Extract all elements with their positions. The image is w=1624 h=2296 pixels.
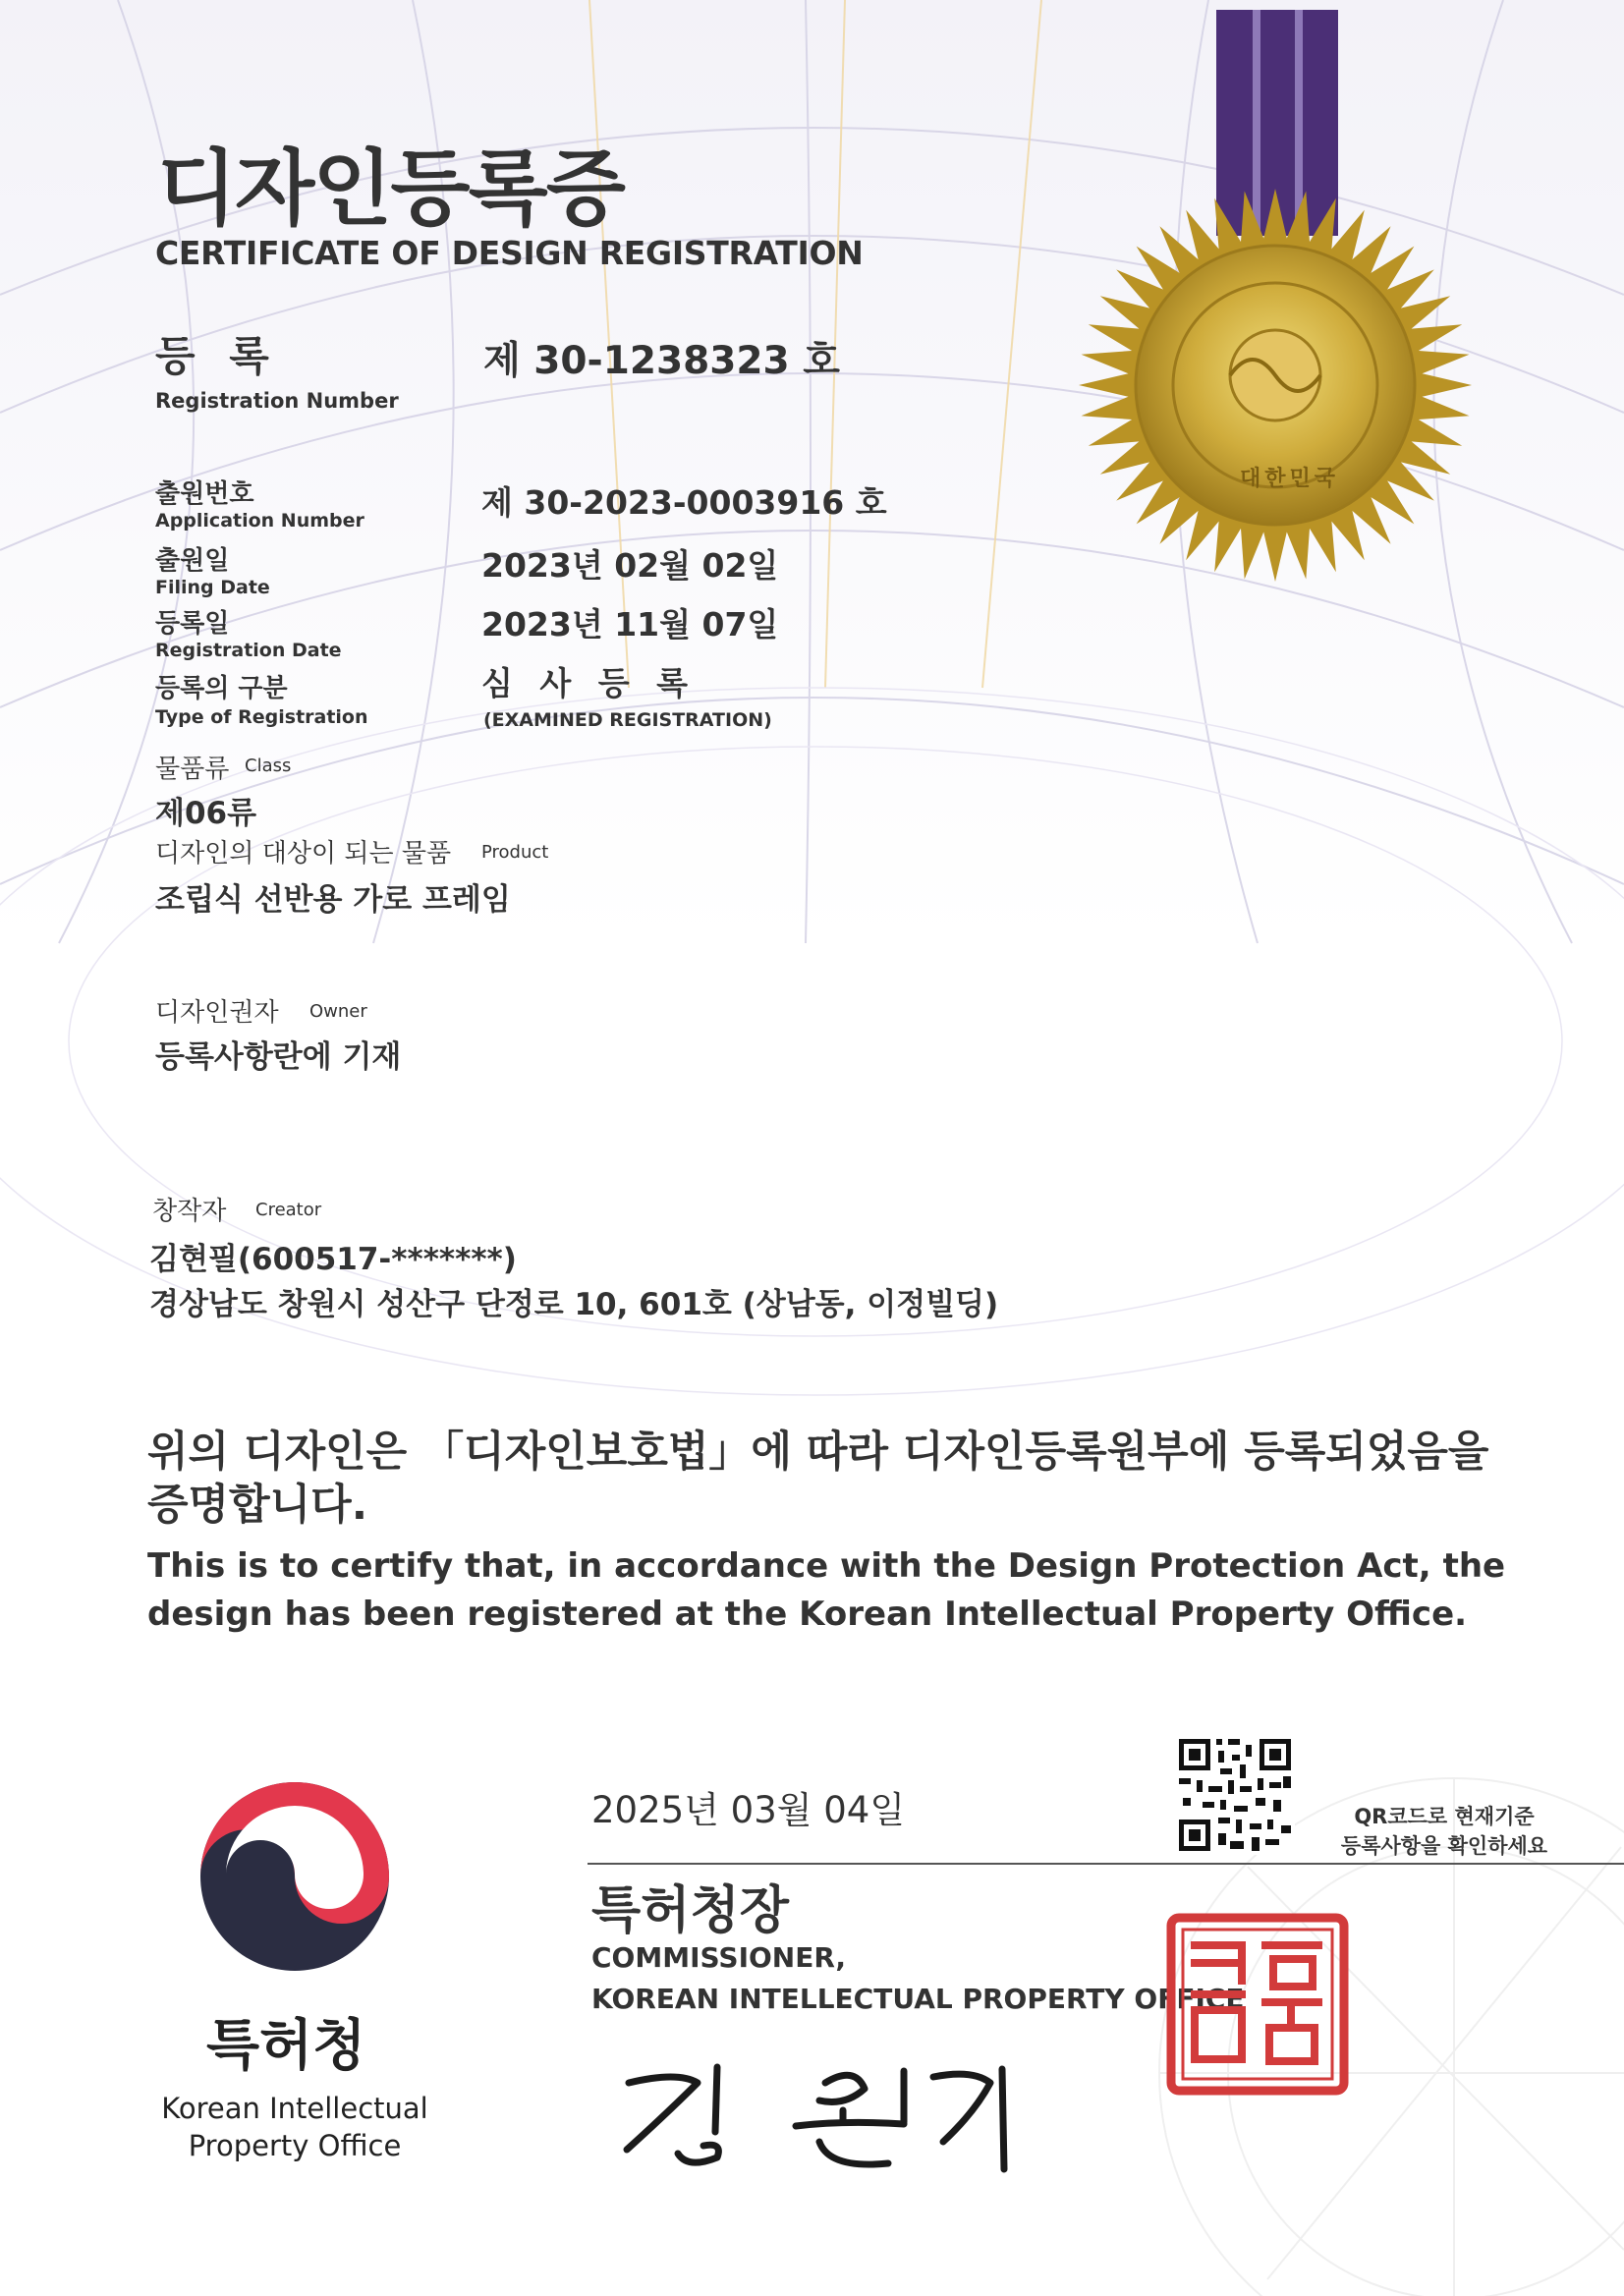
gold-seal	[1079, 189, 1472, 582]
certification-statement-en: This is to certify that, in accordance with the Design Protection Act, the design has been registered at the Korean Intellectual Property Office.	[147, 1546, 1506, 1635]
document-title-ko: 디자인등록증	[157, 140, 624, 237]
kipo-logo-icon	[196, 1778, 393, 1975]
field-label-type-en: Type of Registration	[155, 706, 368, 728]
field-label-filing-en: Filing Date	[155, 577, 270, 598]
field-value-application-number: 제 30-2023-0003916 호	[481, 483, 887, 522]
field-value-filing-date: 2023년 02월 02일	[481, 546, 779, 585]
creator-label-en: Creator	[255, 1200, 322, 1220]
owner-value: 등록사항란에 기재	[155, 1039, 402, 1075]
signature	[609, 2044, 1022, 2181]
qr-caption-line2: 등록사항을 확인하세요	[1340, 1834, 1548, 1859]
signature-divider	[588, 1863, 1624, 1865]
creator-label-ko: 창작자	[152, 1197, 227, 1226]
product-label-en: Product	[481, 842, 549, 863]
field-sub-registration-type: (EXAMINED REGISTRATION)	[483, 709, 772, 731]
class-label-en: Class	[245, 756, 292, 776]
field-label-registration-date-ko: 등록일	[155, 609, 230, 639]
registration-label-en: Registration Number	[155, 389, 399, 413]
issuer-title-en-line1: COMMISSIONER,	[591, 1941, 847, 1974]
official-stamp	[1165, 1912, 1350, 2097]
product-label-ko: 디자인의 대상이 되는 물품	[155, 839, 452, 868]
agency-name-en	[147, 2091, 442, 2164]
qr-code[interactable]	[1175, 1735, 1295, 1855]
registration-number: 제 30-1238323 호	[483, 339, 840, 383]
product-value: 조립식 선반용 가로 프레임	[155, 882, 511, 918]
creator-address: 경상남도 창원시 성산구 단정로 10, 601호 (상남동, 이정빌딩)	[149, 1287, 999, 1322]
field-label-type-ko: 등록의 구분	[155, 674, 288, 703]
field-label-registration-date-en: Registration Date	[155, 640, 342, 661]
document-title-en: CERTIFICATE OF DESIGN REGISTRATION	[155, 234, 864, 272]
creator-name: 김현필(600517-*******)	[149, 1242, 517, 1277]
class-label-ko: 물품류	[155, 755, 230, 784]
field-value-registration-type: 심 사 등 록	[481, 664, 696, 702]
qr-caption	[1316, 1802, 1572, 1862]
field-value-registration-date: 2023년 11월 07일	[481, 605, 779, 644]
field-label-application-en: Application Number	[155, 510, 364, 532]
qr-caption-line1: QR코드로 현재기준	[1354, 1805, 1535, 1828]
agency-name-ko: 특허청	[206, 2014, 366, 2078]
owner-label-en: Owner	[309, 1001, 367, 1022]
issue-date: 2025년 03월 04일	[591, 1789, 906, 1831]
certification-statement-ko: 위의 디자인은 「디자인보호법」에 따라 디자인등록원부에 등록되었음을 증명합니다.	[147, 1428, 1489, 1530]
registration-label-ko: 등 록	[155, 332, 279, 380]
owner-label-ko: 디자인권자	[155, 998, 279, 1028]
issuer-title-en-line2: KOREAN INTELLECTUAL PROPERTY OFFICE	[591, 1983, 1245, 2015]
field-label-application-ko: 출원번호	[155, 479, 254, 509]
issuer-title-ko: 특허청장	[591, 1881, 789, 1940]
seal-text: 대한민국	[1240, 467, 1340, 491]
field-label-filing-ko: 출원일	[155, 546, 230, 576]
class-value: 제06류	[155, 796, 257, 831]
agency-name-en-line2: Property Office	[188, 2128, 402, 2162]
agency-name-en-line1: Korean Intellectual	[161, 2092, 428, 2125]
